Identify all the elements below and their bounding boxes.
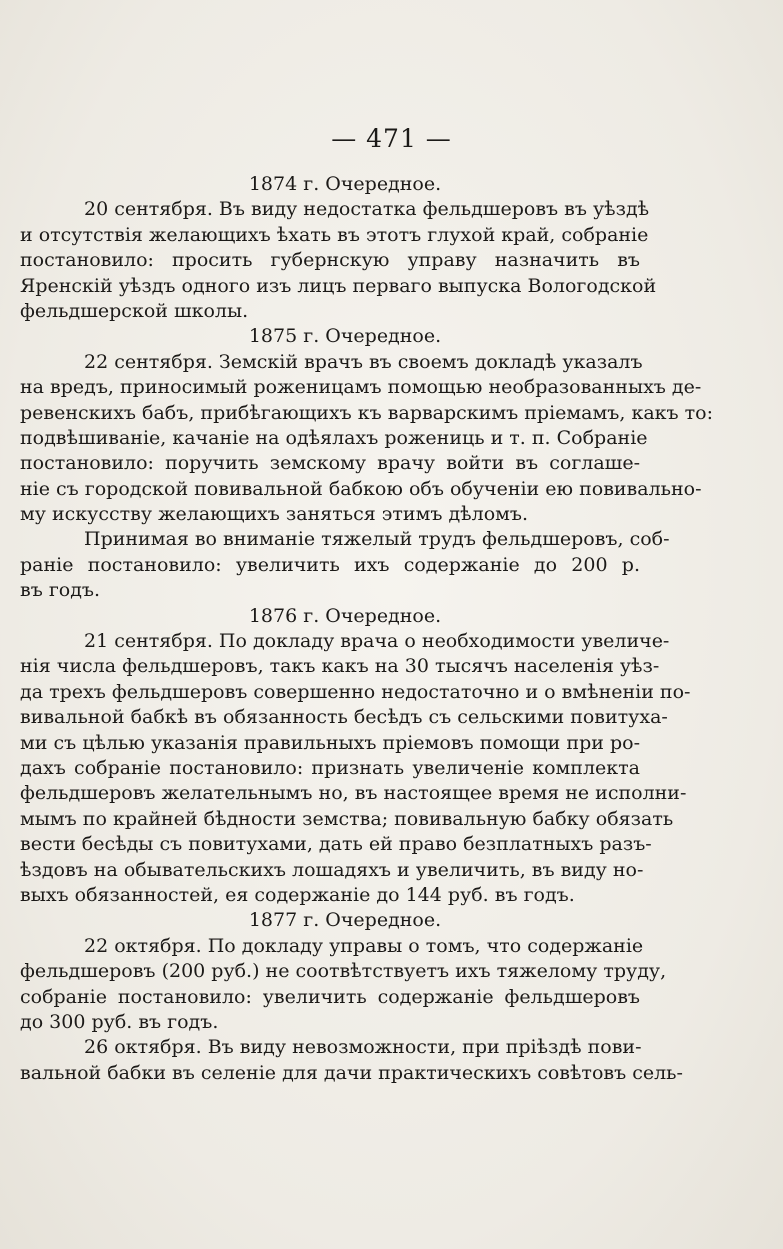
text-line: ѣздовъ на обывательскихъ лошадяхъ и увеличить, въ виду но-: [20, 858, 644, 881]
section-heading-1876: 1876 г. Очередное.: [248, 604, 442, 627]
text-line: выхъ обязанностей, ея содержаніе до 144 руб. въ годъ.: [20, 883, 575, 906]
text-line: Яренскій уѣздъ одного изъ лицъ перваго выпуска Вологодской: [20, 274, 657, 297]
text-line: подвѣшиваніе, качаніе на одѣялахъ рожениць и т. п. Собраніе: [20, 426, 648, 449]
text-line: 20 сентября. Въ виду недостатка фельдшеровъ въ уѣздѣ: [84, 198, 650, 221]
text-line: дахъ собраніе постановило: признать увеличеніе комплекта: [20, 756, 640, 779]
text-line: раніе постановило: увеличить ихъ содержаніе до 200 р.: [20, 553, 640, 576]
page-text: [20, 172, 714, 1086]
text-line: вести бесѣды съ повитухами, дать ей право безплатныхъ разъ-: [20, 833, 652, 856]
text-line: ніе съ городской повивальной бабкою объ обученіи ею повивально-: [20, 477, 702, 500]
section-heading-1877: 1877 г. Очередное.: [248, 909, 442, 932]
text-line: вивальной бабкѣ въ обязанность бесѣдъ съ сельскими повитуха-: [20, 706, 668, 729]
text-line: фельдшеровъ (200 руб.) не соотвѣтствуетъ ихъ тяжелому труду,: [20, 960, 667, 983]
text-line: нія числа фельдшеровъ, такъ какъ на 30 тысячъ населенія уѣз-: [20, 655, 660, 678]
section-heading-1875: 1875 г. Очередное.: [248, 325, 442, 348]
text-line: вальной бабки въ селеніе для дачи практическихъ совѣтовъ сель-: [20, 1061, 683, 1084]
text-line: да трехъ фельдшеровъ совершенно недостаточно и о вмѣненіи по-: [20, 680, 691, 703]
text-line: постановило: просить губернскую управу назначить въ: [20, 249, 640, 272]
text-line: 22 сентября. Земскій врачъ въ своемъ докладѣ указалъ: [84, 350, 643, 373]
text-line: ревенскихъ бабъ, прибѣгающихъ къ варварскимъ пріемамъ, какъ то:: [20, 401, 714, 424]
text-line: до 300 руб. въ годъ.: [20, 1010, 219, 1033]
page-number: — 471 —: [331, 124, 452, 153]
text-line: 22 октября. По докладу управы о томъ, что содержаніе: [84, 934, 644, 957]
text-line: 21 сентября. По докладу врача о необходимости увеличе-: [84, 630, 670, 653]
text-line: му искусству желающихъ заняться этимъ дѣломъ.: [20, 503, 529, 526]
text-line: собраніе постановило: увеличить содержаніе фельдшеровъ: [20, 985, 640, 1008]
text-line: 26 октября. Въ виду невозможности, при пріѣздѣ пови-: [84, 1036, 642, 1059]
text-line: Принимая во вниманіе тяжелый трудъ фельдшеровъ, соб-: [84, 528, 670, 551]
text-line: и отсутствія желающихъ ѣхать въ этотъ глухой край, собраніе: [20, 223, 649, 246]
text-line: ми съ цѣлью указанія правильныхъ пріемовъ помощи при ро-: [20, 731, 640, 754]
text-line: въ годъ.: [20, 579, 101, 602]
text-line: фельдшеровъ желательнымъ но, въ настоящее время не исполни-: [20, 782, 687, 805]
section-heading-1874: 1874 г. Очередное.: [248, 173, 442, 195]
text-line: постановило: поручить земскому врачу войти въ соглаше-: [20, 452, 640, 475]
text-line: на вредъ, приносимый роженицамъ помощью необразованныхъ де-: [20, 376, 702, 399]
text-line: мымъ по крайней бѣдности земства; повивальную бабку обязать: [20, 807, 674, 830]
text-line: фельдшерской школы.: [20, 299, 249, 322]
